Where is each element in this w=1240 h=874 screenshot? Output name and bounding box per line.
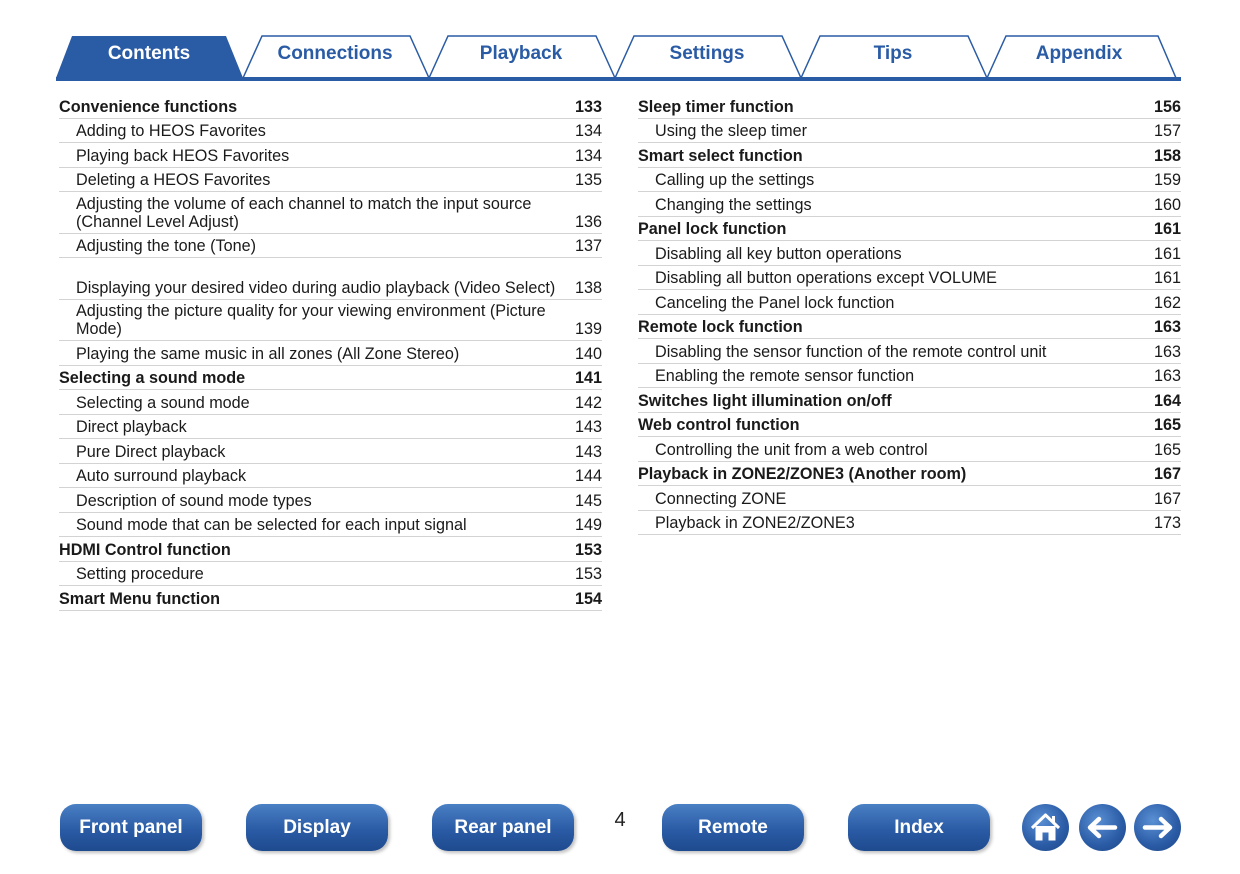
- toc-entry-title: Auto surround playback: [76, 467, 247, 485]
- toc-entry-title: Sleep timer function: [638, 97, 794, 116]
- toc-entry-title: Adding to HEOS Favorites: [76, 122, 266, 140]
- toc-page-number: 164: [1153, 391, 1181, 410]
- toc-page-number: 140: [574, 344, 602, 363]
- toc-section-row[interactable]: [638, 315, 1181, 340]
- toc-item-row[interactable]: [638, 168, 1181, 193]
- toc-page-number: 157: [1153, 122, 1181, 140]
- toc-item-row[interactable]: [638, 339, 1181, 364]
- toc-page-number: 145: [574, 491, 602, 510]
- forward-button[interactable]: [1134, 804, 1181, 851]
- toc-entry-title: Disabling the sensor function of the remote control unit: [655, 342, 1047, 361]
- toc-page-number: 134: [574, 122, 602, 140]
- toc-entry-title: Smart Menu function: [59, 589, 220, 608]
- tab-shapes: [0, 0, 1240, 82]
- toc-page-number: 143: [574, 442, 602, 461]
- toc-page-number: 138: [574, 278, 602, 297]
- toc-page-number: 154: [574, 589, 602, 608]
- tab-bar: [0, 0, 1240, 82]
- toc-item-row[interactable]: [59, 488, 602, 513]
- toc-item-row[interactable]: [59, 143, 602, 168]
- tab-tips[interactable]: Tips: [873, 43, 913, 64]
- toc-entry-title: Web control function: [638, 416, 800, 434]
- toc-item-row[interactable]: [638, 486, 1181, 511]
- toc-entry-title: Connecting ZONE: [655, 489, 787, 508]
- toc-entry-title: Playback in ZONE2/ZONE3 (Another room): [638, 465, 967, 483]
- home-button[interactable]: [1022, 804, 1069, 851]
- toc-entry-title: Selecting a sound mode: [59, 369, 246, 387]
- toc-entry-title: Sound mode that can be selected for each input signal: [76, 516, 467, 534]
- toc-entry-title: Enabling the remote sensor function: [655, 367, 915, 385]
- toc-section-row[interactable]: [638, 143, 1181, 168]
- toc-page-number: 163: [1153, 367, 1181, 385]
- toc-entry-title: Adjusting the volume of each channel to match the input source (Channel Level Adjust): [76, 194, 532, 231]
- forward-arrow-icon: [1134, 804, 1181, 851]
- toc-entry-title: Changing the settings: [655, 195, 812, 214]
- remote-button[interactable]: Remote: [662, 804, 804, 851]
- toc-page-number: 167: [1153, 465, 1181, 483]
- toc-item-row[interactable]: [59, 562, 602, 587]
- toc-item-row[interactable]: [638, 364, 1181, 389]
- toc-page-number: 173: [1153, 514, 1181, 532]
- display-button[interactable]: Display: [246, 804, 388, 851]
- toc-section-row[interactable]: [638, 388, 1181, 413]
- toc-entry-title: Playback in ZONE2/ZONE3: [655, 514, 855, 532]
- tab-contents[interactable]: Contents: [107, 43, 191, 64]
- toc-page-number: 161: [1153, 269, 1181, 287]
- toc-page-number: 161: [1153, 244, 1181, 263]
- toc-item-row[interactable]: [59, 258, 602, 300]
- toc-section-row[interactable]: [638, 462, 1181, 487]
- toc-page-number: 153: [574, 565, 602, 583]
- page-number: 4: [614, 809, 626, 831]
- toc-entry-title: Convenience functions: [59, 97, 238, 116]
- toc-item-row[interactable]: [638, 437, 1181, 462]
- toc-entry-title: Selecting a sound mode: [76, 393, 250, 412]
- toc-page-number: 143: [574, 418, 602, 436]
- toc-entry-title: Adjusting the picture quality for your viewing environment (Picture Mode): [76, 302, 546, 338]
- toc-page-number: 134: [574, 146, 602, 165]
- toc-right-column: [638, 94, 1181, 535]
- tab-baseline: [56, 77, 1181, 81]
- toc-entry-title: Playing back HEOS Favorites: [76, 146, 290, 165]
- toc-page-number: 136: [574, 212, 602, 231]
- toc-entry-title: Direct playback: [76, 418, 187, 436]
- toc-item-row[interactable]: [638, 511, 1181, 536]
- toc-item-row[interactable]: [638, 192, 1181, 217]
- toc-item-row[interactable]: [59, 341, 602, 366]
- tab-settings[interactable]: Settings: [669, 43, 745, 64]
- toc-page-number: 139: [574, 320, 602, 338]
- toc-page-number: 163: [1153, 318, 1181, 336]
- tab-connections[interactable]: Connections: [277, 43, 393, 64]
- toc-left-column: [59, 94, 602, 611]
- toc-entry-title: Disabling all key button operations: [655, 244, 902, 263]
- toc-entry-title: Panel lock function: [638, 220, 787, 238]
- toc-section-row[interactable]: [638, 94, 1181, 119]
- toc-item-row[interactable]: [59, 192, 602, 234]
- toc-page-number: 156: [1153, 97, 1181, 116]
- toc-entry-title: Disabling all button operations except VOLUME: [655, 269, 997, 287]
- toc-page-number: 144: [574, 467, 602, 485]
- toc-entry-title: Playing the same music in all zones (All Zone Stereo): [76, 344, 460, 363]
- toc-entry-title: Pure Direct playback: [76, 442, 226, 461]
- toc-page-number: 135: [574, 171, 602, 189]
- toc-entry-title: Canceling the Panel lock function: [655, 293, 895, 312]
- toc-entry-title: HDMI Control function: [59, 540, 231, 559]
- home-icon: [1022, 804, 1069, 851]
- toc-entry-title: Description of sound mode types: [76, 491, 312, 510]
- front-panel-button[interactable]: Front panel: [60, 804, 202, 851]
- toc-entry-title: Calling up the settings: [655, 171, 815, 189]
- toc-entry-title: Deleting a HEOS Favorites: [76, 171, 271, 189]
- toc-page-number: 163: [1153, 342, 1181, 361]
- toc-page-number: 158: [1153, 146, 1181, 165]
- toc-entry-title: Controlling the unit from a web control: [655, 440, 928, 459]
- toc-entry-title: Smart select function: [638, 146, 803, 165]
- toc-section-row[interactable]: [59, 586, 602, 611]
- toc-page-number: 153: [574, 540, 602, 559]
- toc-item-row[interactable]: [59, 513, 602, 538]
- toc-page-number: 142: [574, 393, 602, 412]
- toc-section-row[interactable]: [638, 217, 1181, 242]
- toc-entry-title: Switches light illumination on/off: [638, 391, 892, 410]
- toc-item-row[interactable]: [59, 415, 602, 440]
- toc-page-number: 162: [1153, 293, 1181, 312]
- back-arrow-icon: [1079, 804, 1126, 851]
- toc-entry-title: Using the sleep timer: [655, 122, 808, 140]
- toc-item-row[interactable]: [59, 464, 602, 489]
- toc-item-row[interactable]: [638, 241, 1181, 266]
- toc-page-number: 141: [574, 369, 602, 387]
- toc-item-row[interactable]: [638, 119, 1181, 144]
- toc-item-row[interactable]: [59, 390, 602, 415]
- toc-item-row[interactable]: [59, 439, 602, 464]
- toc-section-row[interactable]: [59, 94, 602, 119]
- toc-page-number: 159: [1153, 171, 1181, 189]
- toc-item-row[interactable]: [638, 266, 1181, 291]
- toc-page-number: 133: [574, 97, 602, 116]
- toc-item-row[interactable]: [59, 119, 602, 144]
- toc-item-row[interactable]: [638, 290, 1181, 315]
- toc-item-row[interactable]: [59, 234, 602, 259]
- index-button[interactable]: Index: [848, 804, 990, 851]
- tab-playback[interactable]: Playback: [479, 43, 563, 64]
- toc-page-number: 149: [574, 516, 602, 534]
- toc-page-number: 137: [574, 237, 602, 255]
- toc-section-row[interactable]: [638, 413, 1181, 438]
- toc-page-number: 160: [1153, 195, 1181, 214]
- toc-entry-title: Displaying your desired video during audio playback (Video Select): [76, 278, 556, 297]
- toc-page-number: 165: [1153, 416, 1181, 434]
- toc-page-number: 165: [1153, 440, 1181, 459]
- toc-section-row[interactable]: [59, 366, 602, 391]
- tab-appendix[interactable]: Appendix: [1035, 43, 1123, 64]
- rear-panel-button[interactable]: Rear panel: [432, 804, 574, 851]
- back-button[interactable]: [1079, 804, 1126, 851]
- toc-entry-title: Setting procedure: [76, 565, 204, 583]
- toc-item-row[interactable]: [59, 300, 602, 342]
- toc-entry-title: Remote lock function: [638, 318, 803, 336]
- toc-section-row[interactable]: [59, 537, 602, 562]
- toc-page-number: 161: [1153, 220, 1181, 238]
- toc-entry-title: Adjusting the tone (Tone): [76, 237, 256, 255]
- toc-item-row[interactable]: [59, 168, 602, 193]
- toc-page-number: 167: [1153, 489, 1181, 508]
